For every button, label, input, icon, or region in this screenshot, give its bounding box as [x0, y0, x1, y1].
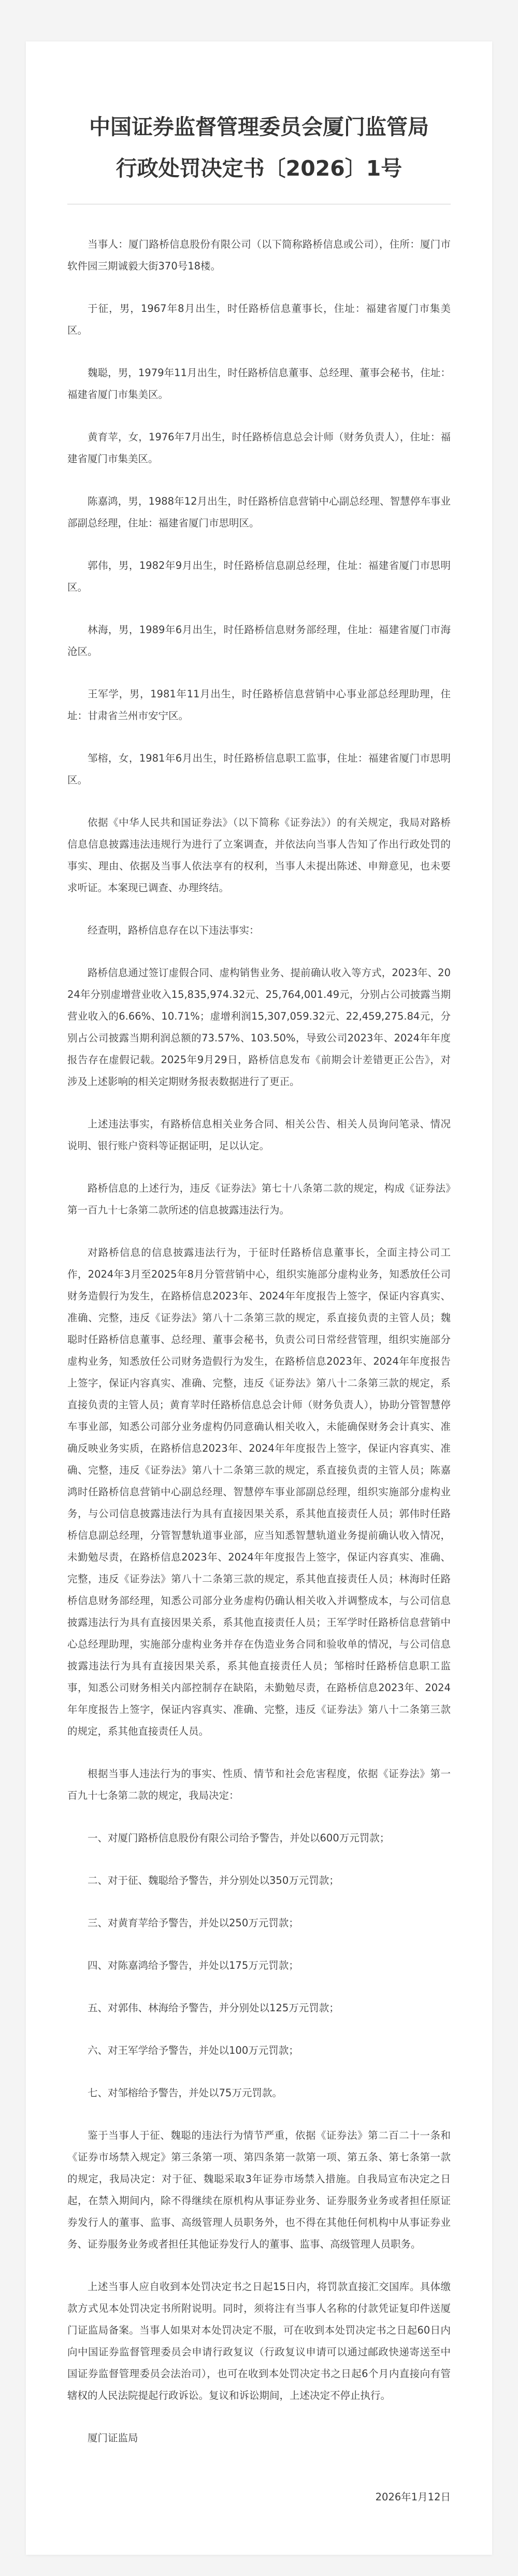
party-person: 魏聪，男，1979年11月出生，时任路桥信息董事、总经理、董事会秘书，住址：福建省厦门市集美区。 — [67, 367, 451, 400]
party-person: 邹榕，女，1981年6月出生，时任路桥信息职工监事，住址：福建省厦门市思明区。 — [67, 752, 451, 786]
party-company: 当事人：厦门路桥信息股份有限公司（以下简称路桥信息或公司），住所：厦门市软件园三期诚毅大街370号18楼。 — [67, 238, 451, 272]
title-divider — [67, 204, 451, 205]
party-person: 林海，男，1989年6月出生，时任路桥信息财务部经理，住址：福建省厦门市海沧区。 — [67, 624, 451, 657]
party-person: 黄育苹，女，1976年7月出生，时任路桥信息总会计师（财务负责人），住址：福建省厦门市集美区。 — [67, 431, 451, 465]
party-person: 陈嘉鸿，男，1988年12月出生，时任路桥信息营销中心副总经理、智慧停车事业部副总经理，住址：福建省厦门市思明区。 — [67, 495, 451, 529]
evidence-paragraph: 上述违法事实，有路桥信息相关业务合同、相关公告、相关人员询问笔录、情况说明、银行账户资料等证据证明，足以认定。 — [67, 1118, 451, 1152]
title-line-2: 行政处罚决定书〔2026〕1号 — [116, 156, 402, 181]
penalty-item: 三、对黄育苹给予警告，并处以250万元罚款； — [88, 1917, 299, 1929]
market-ban-paragraph: 鉴于当事人于征、魏聪的违法行为情节严重，依据《证券法》第二百二十一条和《证券市场禁入规定》第三条第一项、第四条第一款第一项、第五条、第七条第一款的规定，我局决定：对于征、魏聪采取3年证券市场禁入措施。自我局宣布决定之日起，在禁入期间内，除不得继续在原机构从事证券业务、证券服务业务或者担任原证券发行人的董事、监事、高级管理人员职务外，也不得在其他任何机构中从事证券业务、证券服务业务或者担任其他证券发行人的董事、监事、高级管理人员职务。 — [67, 2129, 451, 2250]
responsibility-paragraph: 对路桥信息的信息披露违法行为，于征时任路桥信息董事长，全面主持公司工作，2024年3月至2025年8月分管营销中心，组织实施部分虚构业务，知悉放任公司财务造假行为发生，在路桥信息2023年、2024年年度报告上签字，保证内容真实、准确、完整，违反《证券法》第八十二条第三款的规定，系直接负责的主管人员；魏聪时任路桥信息董事、总经理、董事会秘书，负责公司日常经营管理，组织实施部分虚构业务，知悉放任公司财务造假行为发生，在路桥信息2023年、2024年年度报告上签字，保证内容真实、准确、完整，违反《证券法》第八十二条第三款的规定，系直接负责的主管人员；黄育苹时任路桥信息总会计师（财务负责人），协助分管智慧停车事业部，知悉公司部分业务虚构仍同意确认相关收入，未能确保财务会计真实、准确反映业务实质，在路桥信息2023年、2024年年度报告上签字，保证内容真实、准确、完整，违反《证券法》第八十二条第三款的规定，系直接负责的主管人员；陈嘉鸿时任路桥信息营销中心副总经理、智慧停车事业部副总经理，组织实施部分虚构业务，与公司信息披露违法行为具有直接因果关系，系其他直接责任人员；郭伟时任路桥信息副总经理，分管智慧轨道事业部，应当知悉智慧轨道业务提前确认收入情况，未勤勉尽责，在路桥信息2023年、2024年年度报告上签字，保证内容真实、准确、完整，违反《证券法》第八十二条第三款的规定，系其他直接责任人员；林海时任路桥信息财务部经理，知悉公司部分业务虚构仍确认相关收入并调整成本，与公司信息披露违法行为具有直接因果关系，系其他直接责任人员；王军学时任路桥信息营销中心总经理助理，实施部分虚构业务并存在伪造业务合同和验收单的情况，与公司信息披露违法行为具有直接因果关系，系其他直接责任人员；邹榕时任路桥信息职工监事，知悉公司财务相关内部控制存在缺陷，未勤勉尽责，在路桥信息2023年、2024年年度报告上签字，保证内容真实、准确、完整，违反《证券法》第八十二条第三款的规定，系其他直接责任人员。 — [67, 1247, 451, 1737]
penalty-item: 五、对郭伟、林海给予警告，并分别处以125万元罚款； — [88, 2002, 339, 2014]
party-person: 于征，男，1967年8月出生，时任路桥信息董事长，住址：福建省厦门市集美区。 — [67, 303, 451, 336]
document-card — [26, 41, 492, 2555]
issue-date: 2026年1月12日 — [375, 2491, 451, 2503]
issuer-signature: 厦门证监局 — [88, 2432, 138, 2444]
document-title — [62, 106, 456, 189]
penalty-item: 六、对王军学给予警告，并处以100万元罚款； — [88, 2044, 299, 2056]
decision-basis: 根据当事人违法行为的事实、性质、情节和社会危害程度，依据《证券法》第一百九十七条第二款的规定，我局决定： — [67, 1768, 451, 1801]
document-body — [67, 234, 451, 2508]
penalty-item: 二、对于征、魏聪给予警告，并分别处以350万元罚款； — [88, 1874, 339, 1886]
penalty-item: 四、对陈嘉鸿给予警告，并处以175万元罚款； — [88, 1959, 299, 1971]
title-line-1: 中国证券监督管理委员会厦门监管局 — [89, 115, 429, 139]
facts-intro: 经查明，路桥信息存在以下违法事实： — [88, 924, 260, 936]
payment-appeal-paragraph: 上述当事人应自收到本处罚决定书之日起15日内，将罚款直接汇交国库。具体缴款方式见本处罚决定书所附说明。同时，须将注有当事人名称的付款凭证复印件送厦门证监局备案。当事人如果对本处罚决定不服，可在收到本处罚决定书之日起60日内向中国证券监督管理委员会申请行政复议（行政复议申请可以通过邮政快递寄送至中国证券监督管理委员会法治司），也可在收到本处罚决定书之日起6个月内直接向有管辖权的人民法院提起行政诉讼。复议和诉讼期间，上述决定不停止执行。 — [67, 2281, 451, 2401]
penalty-item: 七、对邹榕给予警告，并处以75万元罚款。 — [88, 2087, 282, 2099]
party-person: 郭伟，男，1982年9月出生，时任路桥信息副总经理，住址：福建省厦门市思明区。 — [67, 560, 451, 593]
penalty-item: 一、对厦门路桥信息股份有限公司给予警告，并处以600万元罚款； — [88, 1832, 390, 1844]
party-person: 王军学，男，1981年11月出生，时任路桥信息营销中心事业部总经理助理，住址：甘肃省兰州市安宁区。 — [67, 688, 451, 722]
facts-paragraph: 路桥信息通过签订虚假合同、虚构销售业务、提前确认收入等方式，2023年、2024年分别虚增营业收入15,835,974.32元、25,764,001.49元，分别占公司披露当期营业收入的6.66%、10.71%；虚增利润15,307,059.32元、22,459,275.84元，分别占公司披露当期利润总额的73.57%、103.50%，导致公司2023年、2024年年度报告存在虚假记载。2025年9月29日，路桥信息发布《前期会计差错更正公告》，对涉及上述影响的相关定期财务报表数据进行了更正。 — [67, 967, 451, 1087]
procedure-paragraph: 依据《中华人民共和国证券法》（以下简称《证券法》）的有关规定，我局对路桥信息信息披露违法违规行为进行了立案调查，并依法向当事人告知了作出行政处罚的事实、理由、依据及当事人依法享有的权利，当事人未提出陈述、申辩意见，也未要求听证。本案现已调查、办理终结。 — [67, 817, 451, 894]
violation-paragraph: 路桥信息的上述行为，违反《证券法》第七十八条第二款的规定，构成《证券法》第一百九十七条第二款所述的信息披露违法行为。 — [67, 1182, 451, 1216]
